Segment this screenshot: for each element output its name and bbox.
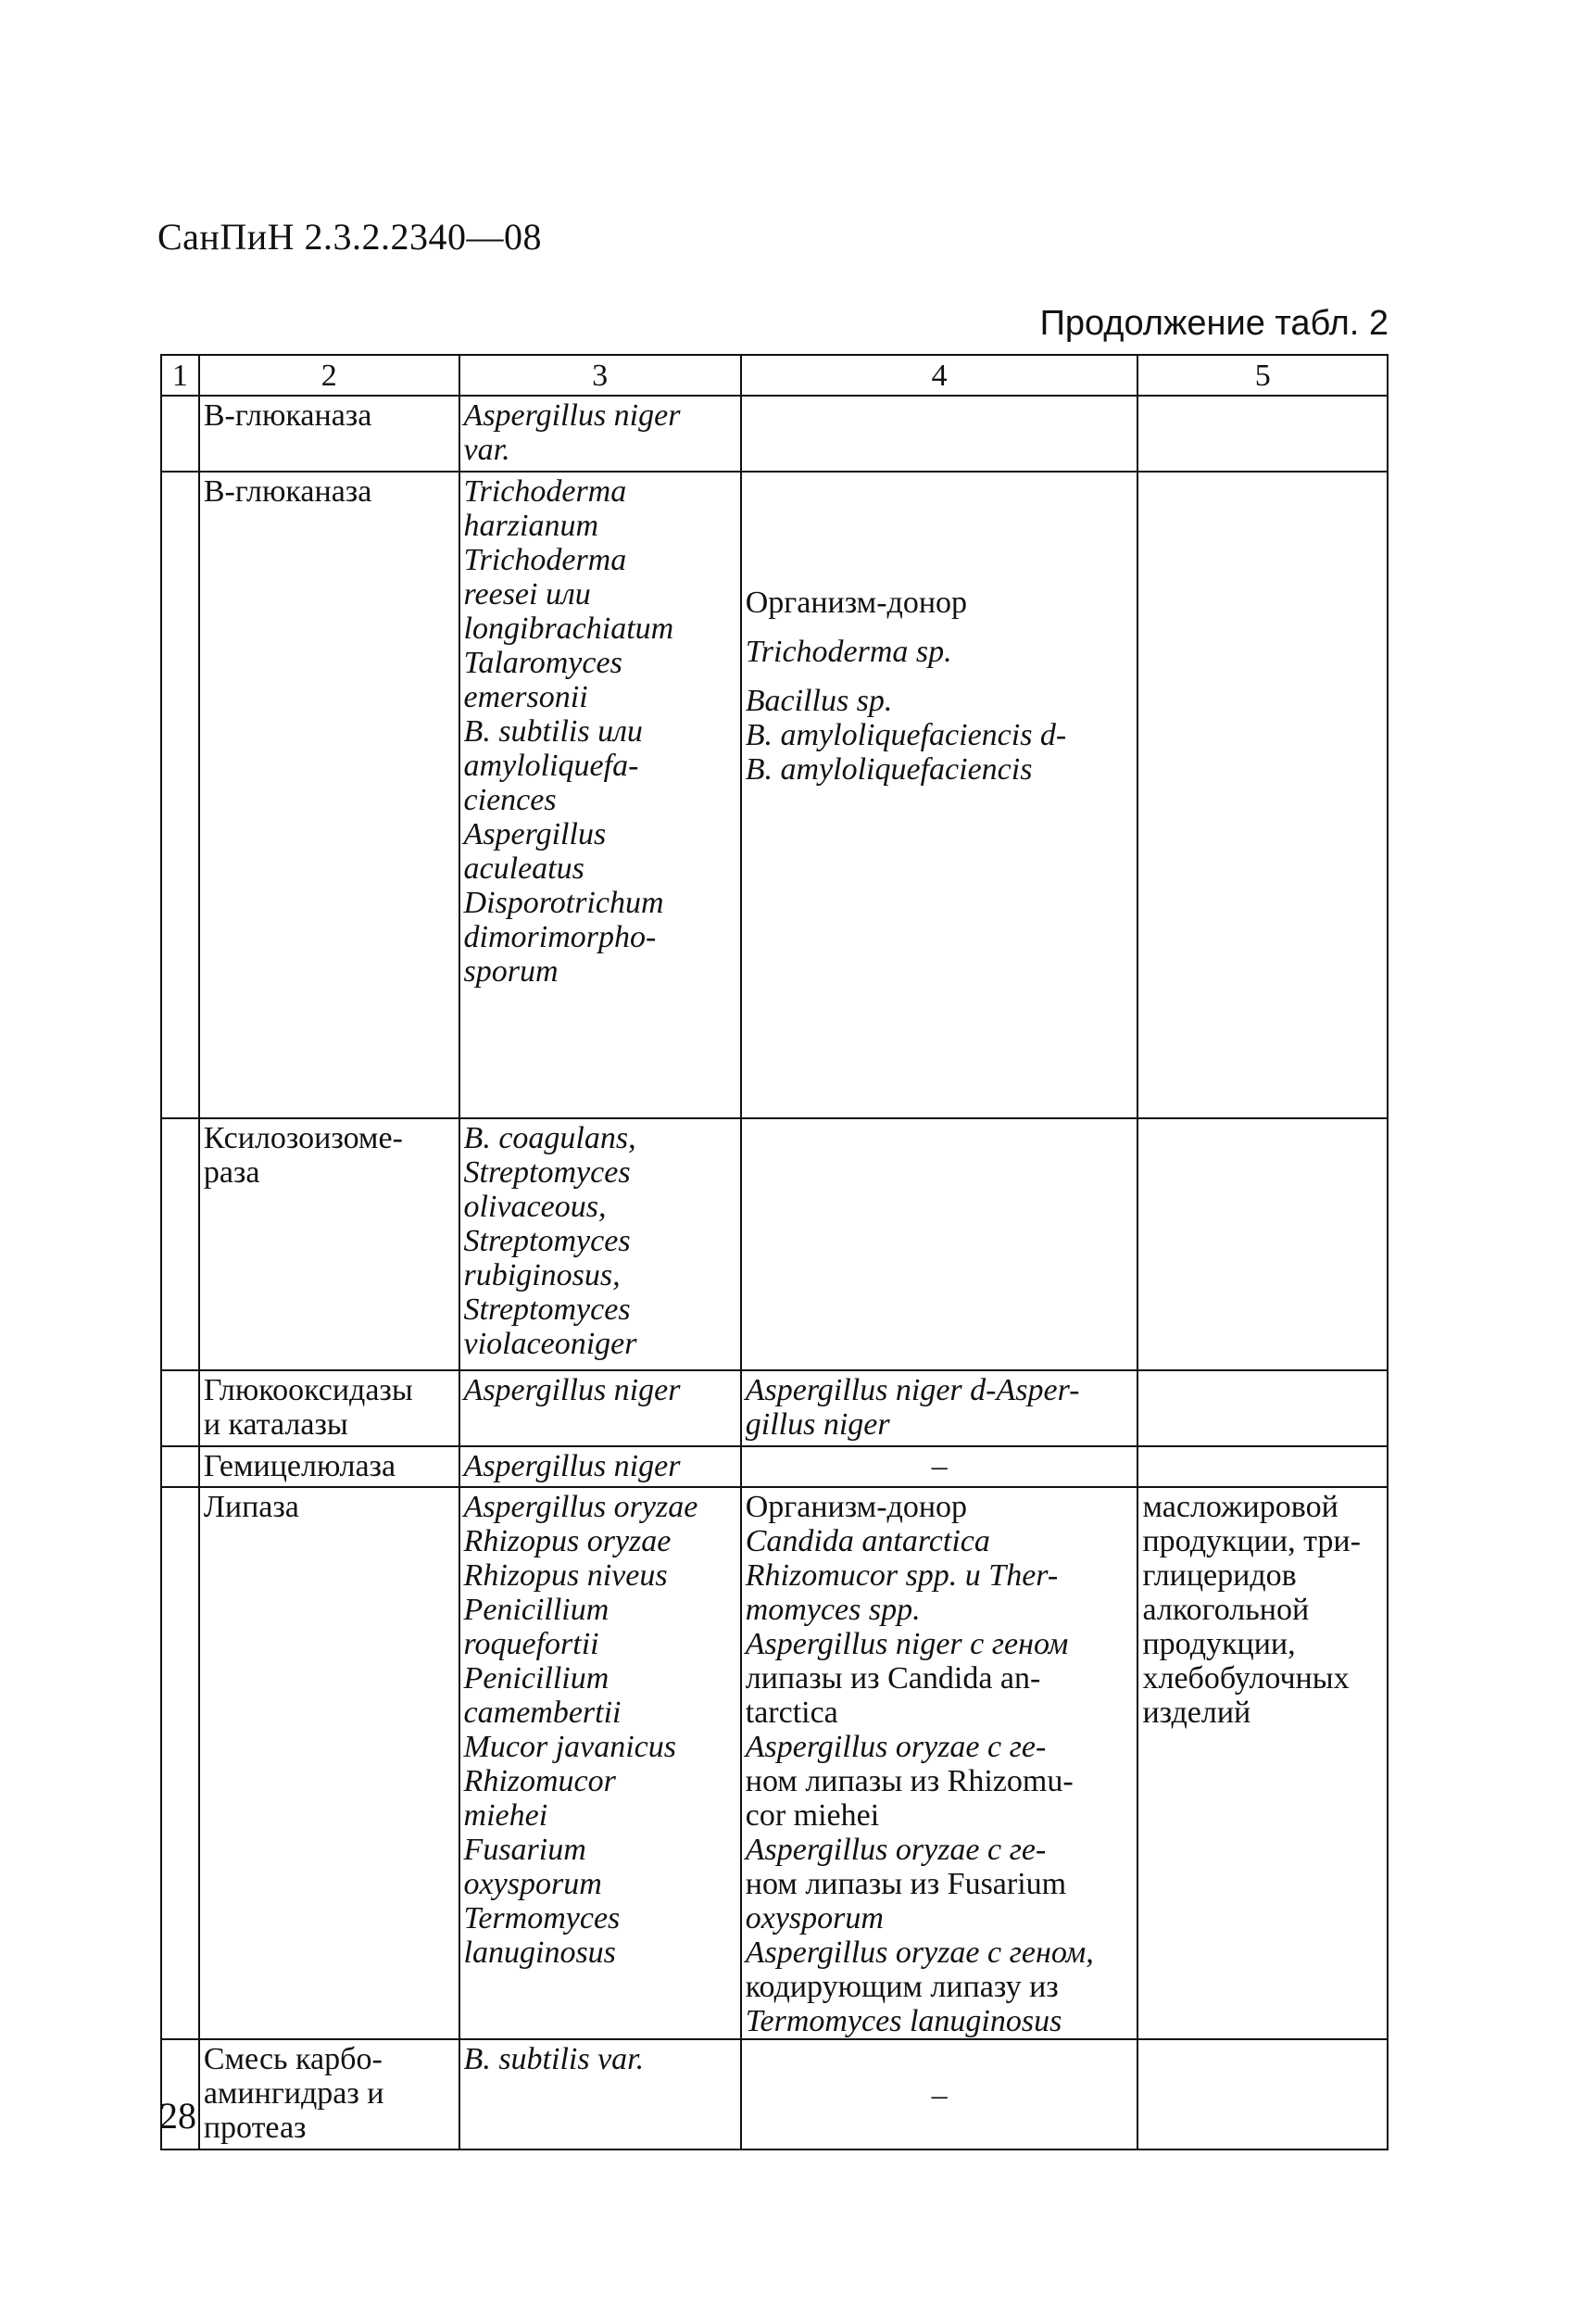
page-number: 28: [159, 2095, 196, 2137]
donor-line: tarctica: [745, 1696, 838, 1730]
usage-cell: [1137, 396, 1388, 472]
usage-cell: [1137, 1118, 1388, 1370]
donor-line: B. amyloliquefaciencis d-: [745, 718, 1067, 752]
producer-line: Aspergillus niger: [463, 398, 681, 433]
producer-line: amyloliquefa-: [463, 749, 639, 783]
donor-line: Trichoderma sp.: [745, 635, 952, 669]
row-number-cell: [161, 1118, 199, 1370]
usage-line: продукции,: [1142, 1627, 1296, 1661]
enzyme-cell: [199, 472, 459, 1118]
usage-line: масложировой: [1142, 1490, 1338, 1524]
usage-cell: [1137, 2039, 1388, 2149]
producer-line: oxysporum: [463, 1867, 602, 1901]
producer-line: Trichoderma: [463, 474, 627, 509]
enzyme-line: Ксилозоизоме-: [203, 1121, 403, 1155]
donor-line: Организм-донор: [745, 586, 968, 620]
usage-cell: [1137, 1370, 1388, 1446]
table-row: [161, 1118, 1388, 1370]
enzyme-line: Липаза: [203, 1490, 299, 1524]
producer-line: Streptomyces: [463, 1292, 631, 1327]
enzyme-table: [160, 354, 1389, 2150]
donor-line: oxysporum: [745, 1901, 884, 1935]
producer-line: Fusarium: [463, 1833, 586, 1867]
enzyme-line: амингидраз и: [203, 2076, 384, 2111]
enzyme-cell: [199, 1487, 459, 2039]
producer-line: Penicillium: [463, 1593, 609, 1627]
donor-line: кодирующим липазу из: [745, 1970, 1059, 2004]
table-row: [161, 1446, 1388, 1487]
usage-cell: [1137, 1487, 1388, 2039]
document-code: СанПиН 2.3.2.2340—08: [157, 216, 543, 258]
table-row: [161, 1370, 1388, 1446]
producer-cell: [459, 1487, 741, 2039]
donor-line: –: [931, 1449, 948, 1483]
donor-line: Aspergillus oryzae с геном,: [745, 1935, 1094, 1970]
producer-line: harzianum: [463, 509, 599, 543]
enzyme-cell: [199, 1446, 459, 1487]
donor-line: Aspergillus oryzae с ге-: [745, 1730, 1047, 1764]
usage-line: продукции, три-: [1142, 1524, 1361, 1558]
producer-line: Mucor javanicus: [463, 1730, 676, 1764]
producer-line: Trichoderma: [463, 543, 627, 577]
producer-line: Aspergillus niger: [463, 1373, 681, 1407]
donor-line: Aspergillus oryzae с ге-: [745, 1833, 1047, 1867]
producer-line: rubiginosus,: [463, 1258, 621, 1292]
row-number-cell: [161, 472, 199, 1118]
column-header: 2: [199, 355, 459, 396]
donor-line: ном липазы из Rhizomu-: [745, 1764, 1074, 1798]
producer-cell: [459, 2039, 741, 2149]
column-header: 3: [459, 355, 741, 396]
donor-line: Bacillus sp.: [745, 684, 893, 718]
enzyme-line: раза: [203, 1155, 260, 1190]
producer-line: sporum: [463, 954, 559, 989]
usage-cell: [1137, 472, 1388, 1118]
donor-cell: [741, 1370, 1138, 1446]
donor-line: Aspergillus niger с геном: [745, 1627, 1069, 1661]
producer-cell: [459, 396, 741, 472]
producer-line: Disporotrichum: [463, 886, 664, 920]
producer-line: emersonii: [463, 680, 588, 714]
column-header: 4: [741, 355, 1138, 396]
donor-line: липазы из Candida an-: [745, 1661, 1041, 1696]
donor-line: ном липазы из Fusarium: [745, 1867, 1067, 1901]
table-header-row: [161, 355, 1388, 396]
enzyme-cell: [199, 2039, 459, 2149]
table-row: [161, 1487, 1388, 2039]
donor-line: B. amyloliquefaciencis: [745, 752, 1033, 787]
enzyme-cell: [199, 1118, 459, 1370]
enzyme-line: Гемицелюлаза: [203, 1449, 396, 1483]
usage-line: хлебобулочных: [1142, 1661, 1350, 1696]
donor-line: momyces spp.: [745, 1593, 921, 1627]
donor-line: Организм-донор: [745, 1490, 968, 1524]
donor-cell: [741, 2039, 1138, 2149]
producer-cell: [459, 1370, 741, 1446]
enzyme-line: В-глюканаза: [203, 398, 372, 433]
donor-line: [746, 669, 1134, 684]
usage-line: глицеридов: [1142, 1558, 1297, 1593]
producer-line: Streptomyces: [463, 1155, 631, 1190]
producer-line: camembertii: [463, 1696, 622, 1730]
enzyme-cell: [199, 1370, 459, 1446]
table-row: [161, 2039, 1388, 2149]
producer-line: Termomyces: [463, 1901, 621, 1935]
row-number-cell: [161, 1446, 199, 1487]
producer-line: Aspergillus niger: [463, 1449, 681, 1483]
producer-line: roquefortii: [463, 1627, 599, 1661]
producer-line: B. subtilis или: [463, 714, 643, 749]
donor-line: –: [931, 2078, 948, 2112]
enzyme-line: Смесь карбо-: [203, 2042, 383, 2076]
producer-line: var.: [463, 433, 510, 467]
donor-cell: [741, 1446, 1138, 1487]
enzyme-cell: [199, 396, 459, 472]
donor-cell: [741, 1118, 1138, 1370]
donor-cell: [741, 396, 1138, 472]
producer-cell: [459, 472, 741, 1118]
row-number-cell: [161, 396, 199, 472]
enzyme-line: Глюкооксидазы: [203, 1373, 413, 1407]
producer-line: reesei или: [463, 577, 591, 611]
producer-line: lanuginosus: [463, 1935, 616, 1970]
producer-line: Aspergillus: [463, 817, 607, 851]
table-row: [161, 472, 1388, 1118]
donor-line: Termomyces lanuginosus: [745, 2004, 1062, 2038]
producer-line: violaceoniger: [463, 1327, 637, 1361]
usage-line: изделий: [1142, 1696, 1251, 1730]
producer-line: Penicillium: [463, 1661, 609, 1696]
producer-line: olivaceous,: [463, 1190, 607, 1224]
producer-line: aculeatus: [463, 851, 584, 886]
producer-line: dimorimorpho-: [463, 920, 657, 954]
enzyme-line: и каталазы: [203, 1407, 348, 1442]
enzyme-line: протеаз: [203, 2111, 307, 2145]
donor-line: Candida antarctica: [745, 1524, 990, 1558]
donor-cell: [741, 472, 1138, 1118]
row-number-cell: [161, 1487, 199, 2039]
usage-line: алкогольной: [1142, 1593, 1310, 1627]
donor-line: cor miehei: [745, 1798, 880, 1833]
row-number-cell: [161, 1370, 199, 1446]
producer-line: B. subtilis var.: [463, 2042, 645, 2076]
table-row: [161, 396, 1388, 472]
producer-line: Rhizopus oryzae: [463, 1524, 672, 1558]
producer-line: ciences: [463, 783, 557, 817]
donor-line: Rhizomucor spp. и Ther-: [745, 1558, 1059, 1593]
producer-line: Aspergillus oryzae: [463, 1490, 698, 1524]
table-caption: Продолжение табл. 2: [1039, 304, 1389, 343]
producer-line: Rhizopus niveus: [463, 1558, 668, 1593]
donor-line: [746, 620, 1134, 635]
donor-cell: [741, 1487, 1138, 2039]
column-header: 5: [1137, 355, 1388, 396]
producer-line: B. coagulans,: [463, 1121, 636, 1155]
producer-cell: [459, 1118, 741, 1370]
usage-cell: [1137, 1446, 1388, 1487]
producer-line: longibrachiatum: [463, 611, 674, 646]
donor-line: Aspergillus niger d-Asper-: [745, 1373, 1080, 1407]
producer-line: Talaromyces: [463, 646, 622, 680]
enzyme-line: В-глюканаза: [203, 474, 372, 509]
producer-cell: [459, 1446, 741, 1487]
producer-line: Streptomyces: [463, 1224, 631, 1258]
donor-line: gillus niger: [745, 1407, 890, 1442]
producer-line: miehei: [463, 1798, 548, 1833]
producer-line: Rhizomucor: [463, 1764, 616, 1798]
column-header: 1: [161, 355, 199, 396]
